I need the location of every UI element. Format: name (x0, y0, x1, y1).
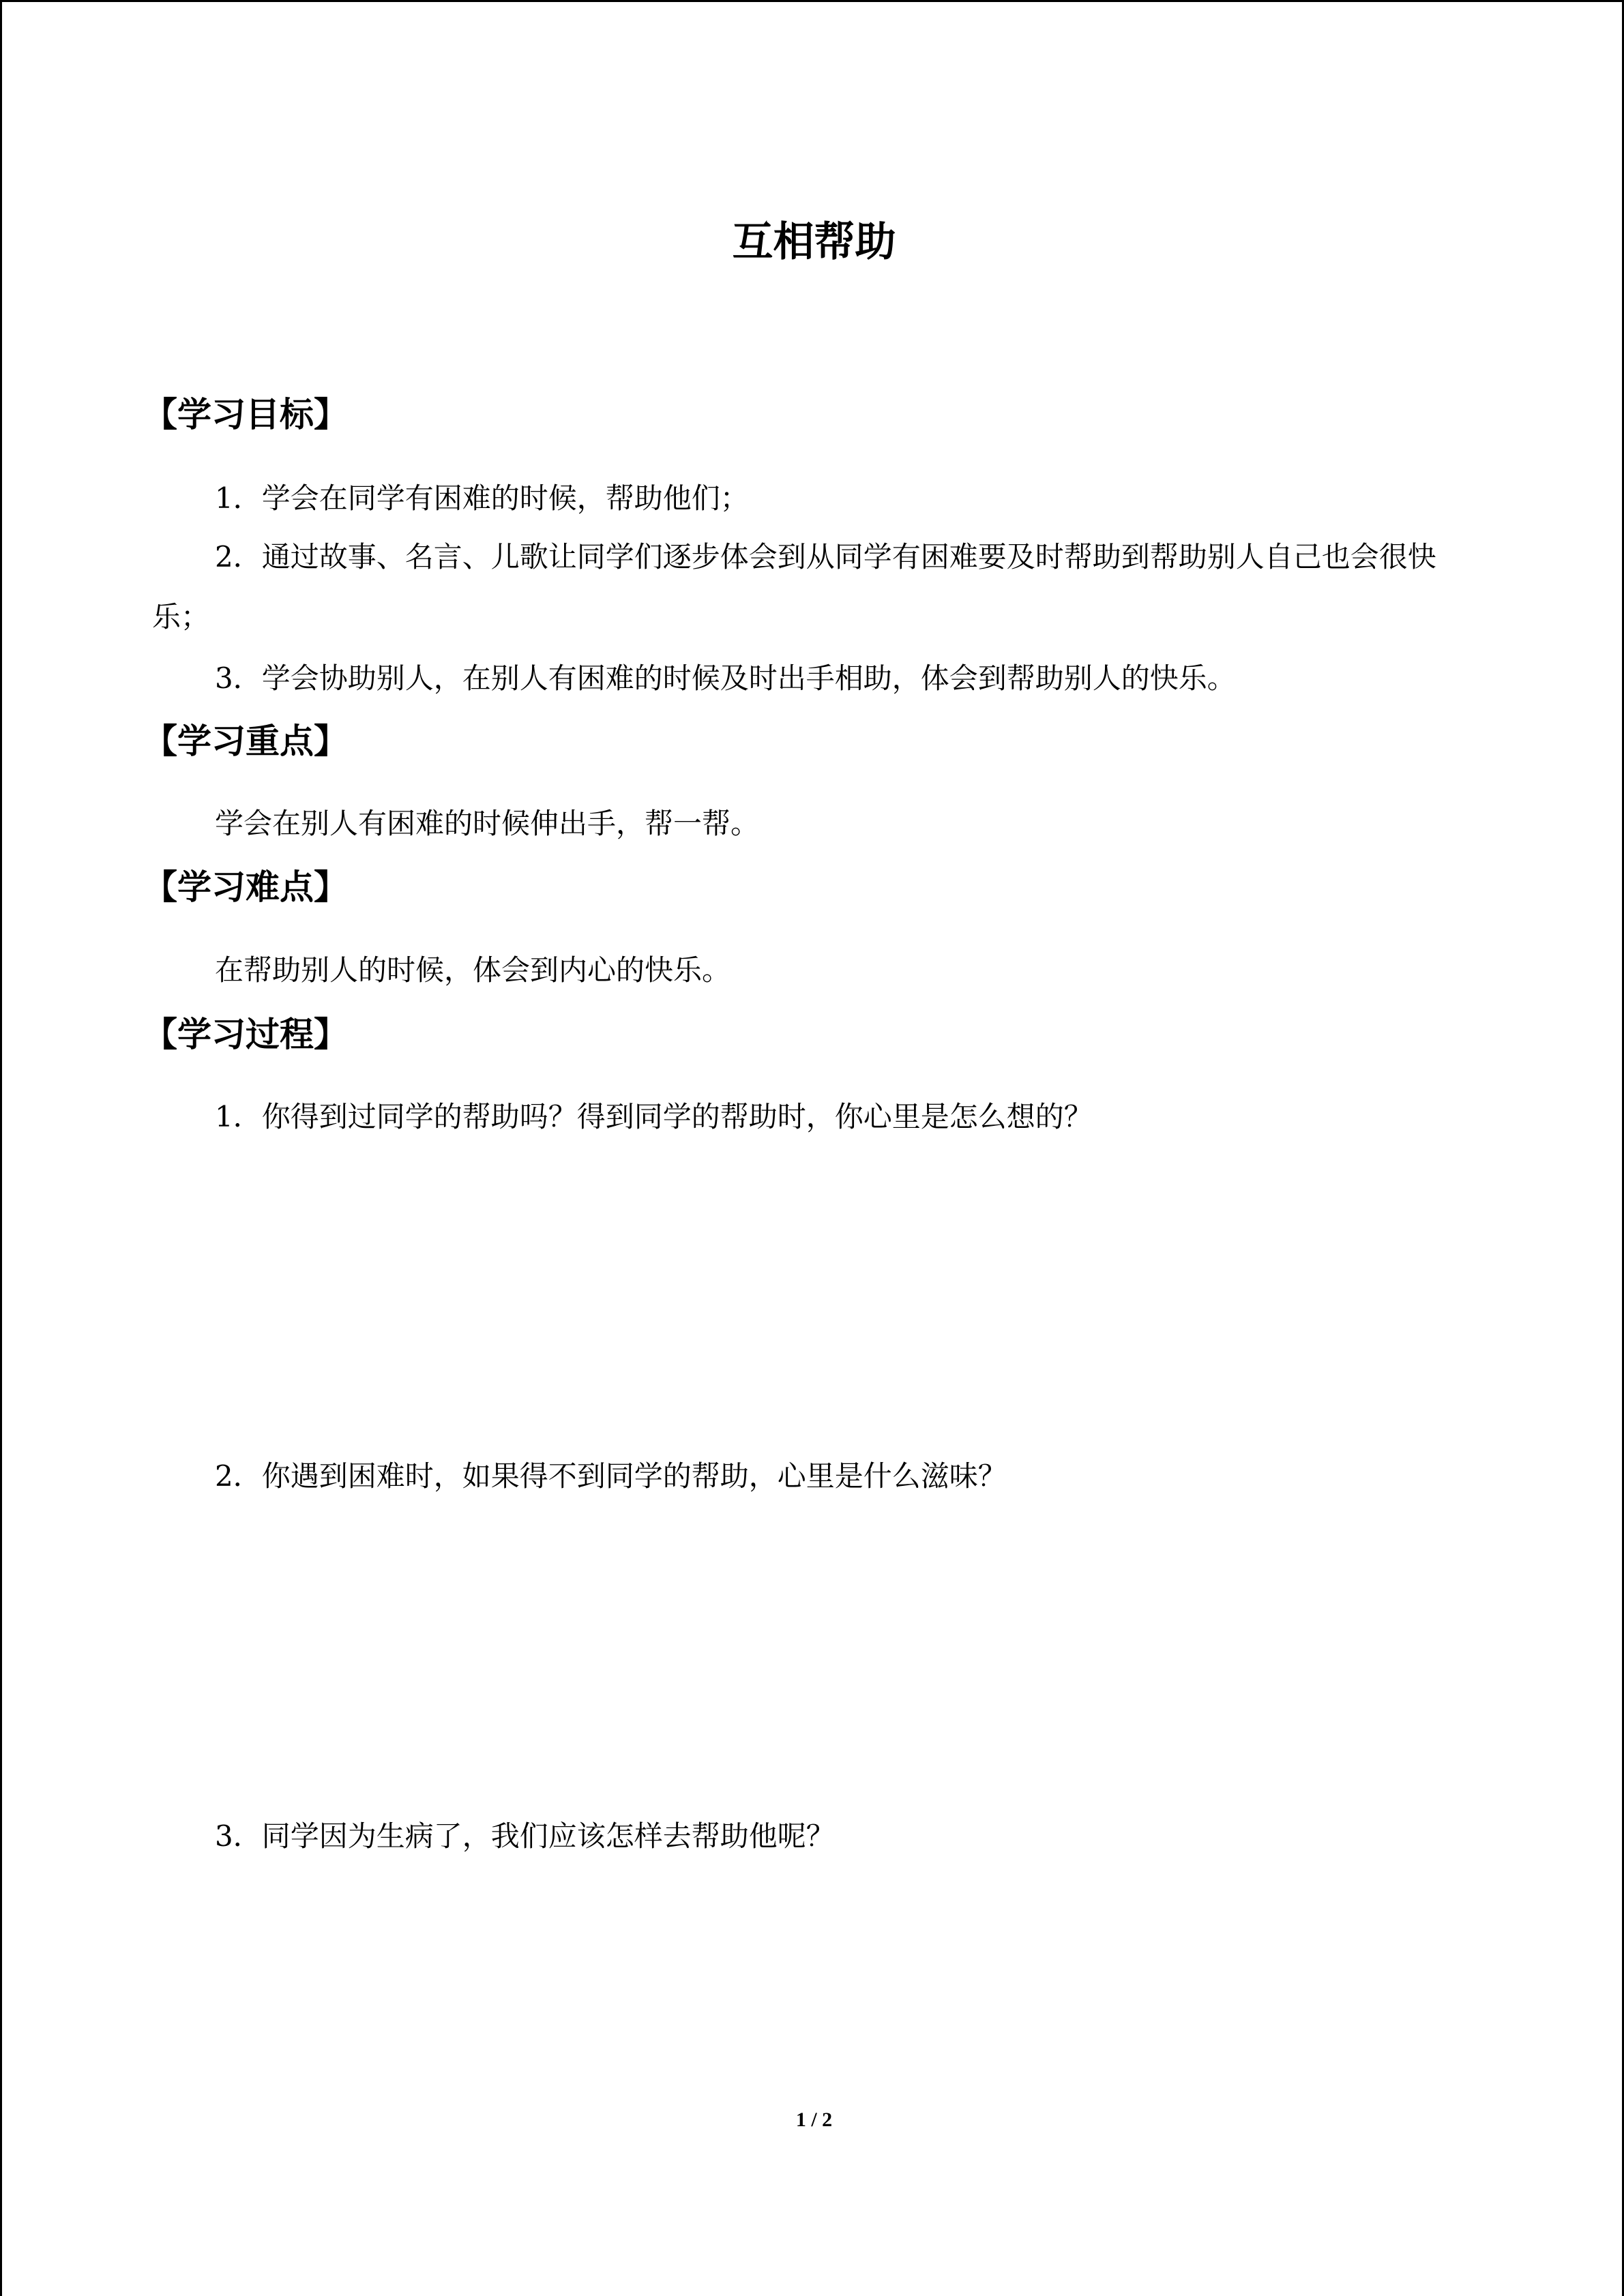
document-title: 互相帮助 (732, 218, 896, 266)
section-heading-difficulties: 【学习难点】 (143, 867, 348, 907)
process-question-2: 2．你遇到困难时，如果得不到同学的帮助，心里是什么滋味？ (215, 1459, 1007, 1493)
section-heading-key-points: 【学习重点】 (143, 721, 348, 761)
objective-item-1: 1．学会在同学有困难的时候，帮助他们； (215, 481, 749, 515)
section-heading-process: 【学习过程】 (143, 1015, 348, 1054)
section-heading-objectives: 【学习目标】 (143, 395, 348, 434)
process-question-3: 3．同学因为生病了，我们应该怎样去帮助他呢？ (215, 1819, 835, 1853)
difficulties-text: 在帮助别人的时候，体会到内心的快乐。 (215, 953, 731, 987)
key-points-text: 学会在别人有困难的时候伸出手，帮一帮。 (215, 807, 760, 840)
process-question-1: 1．你得到过同学的帮助吗？得到同学的帮助时，你心里是怎么想的？ (215, 1100, 1093, 1133)
objective-item-2: 2．通过故事、名言、儿歌让同学们逐步体会到从同学有困难要及时帮助到帮助别人自己也会很快乐； (152, 540, 1436, 633)
page-number: 1 / 2 (795, 2108, 833, 2131)
objective-item-3: 3．学会协助别人，在别人有困难的时候及时出手相助，体会到帮助别人的快乐。 (215, 661, 1236, 695)
